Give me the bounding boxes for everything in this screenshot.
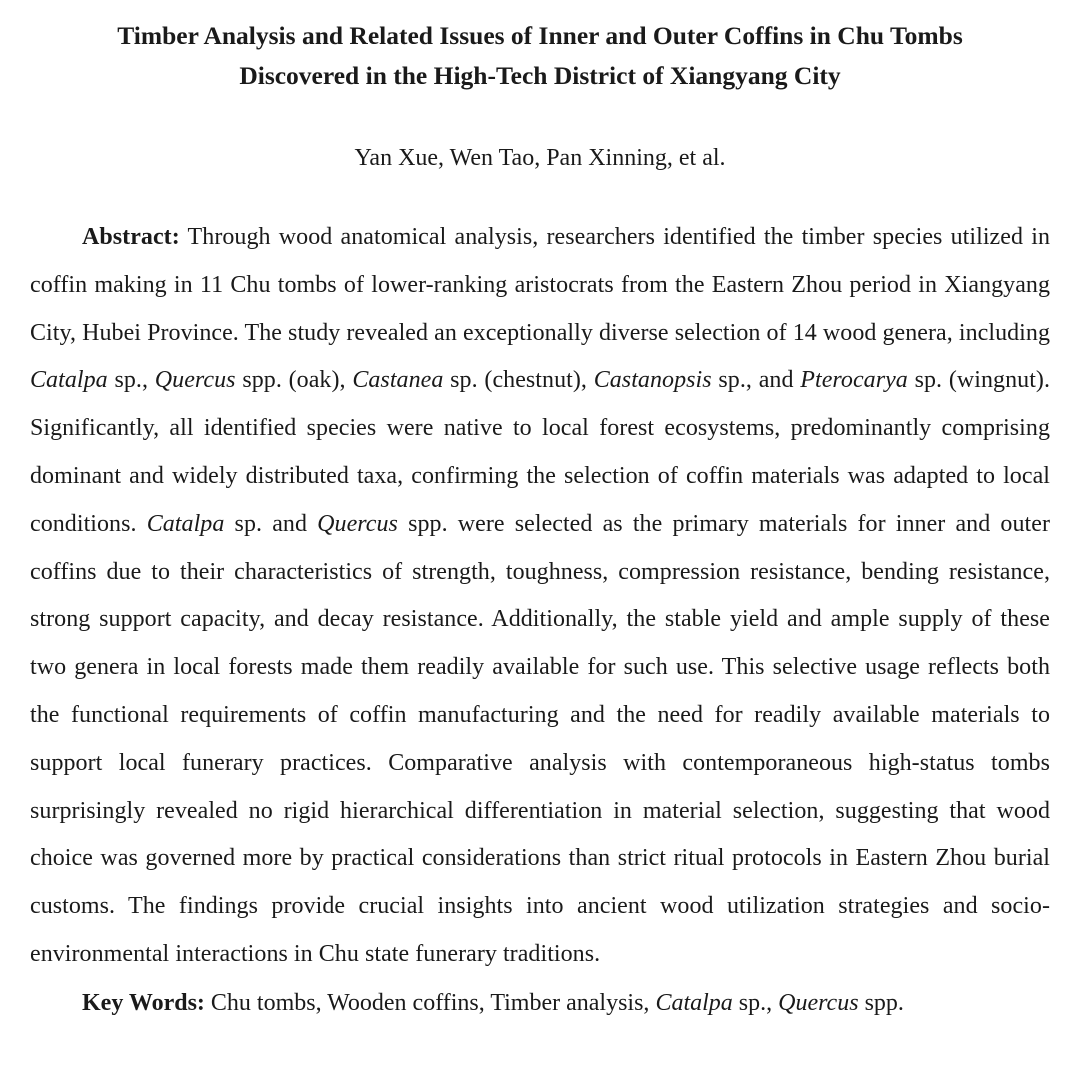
- title-line-1: Timber Analysis and Related Issues of Inner and Outer Coffins in Chu Tombs: [117, 21, 963, 50]
- text-run: sp.,: [107, 367, 155, 394]
- paper-title: [30, 0, 1050, 96]
- taxon-name: Catalpa: [30, 367, 108, 394]
- taxon-name: Catalpa: [655, 989, 733, 1016]
- abstract-body: [30, 224, 1050, 967]
- text-run: Through wood anatomical analysis, researchers identified the timber species utilized in coffin making in 11 Chu tombs of lower-ranking aristocrats from the Eastern Zhou period in Xiangyang City, Hubei Province. The study revealed an exceptionally diverse selection of 14 wood genera, including: [30, 224, 1050, 346]
- abstract-label: Abstract:: [82, 224, 180, 250]
- taxon-name: Castanea: [352, 367, 444, 394]
- taxon-name: Pterocarya: [800, 367, 908, 394]
- author-list: Yan Xue, Wen Tao, Pan Xinning, et al.: [354, 145, 726, 171]
- text-run: Chu tombs, Wooden coffins, Timber analysis,: [204, 989, 656, 1016]
- abstract-paragraph: [30, 174, 1050, 979]
- taxon-name: Quercus: [317, 510, 398, 537]
- text-run: sp. (wingnut). Significantly, all identified species were native to local forest ecosystems, predominantly comprising dominant and widely distributed taxa, confirming the selection of coffin materials was adapted to local conditions.: [30, 367, 1051, 537]
- taxon-name: Quercus: [778, 989, 859, 1016]
- text-run: spp.: [858, 989, 904, 1016]
- text-run: sp.,: [732, 989, 779, 1016]
- text-run: sp. (chestnut),: [443, 367, 594, 394]
- keywords-label: Key Words:: [82, 989, 205, 1016]
- text-run: spp. were selected as the primary materials for inner and outer coffins due to their characteristics of strength, toughness, compression resistance, bending resistance, strong support capacity, and decay resistance. Additionally, the stable yield and ample supply of these two genera in local forests made them readily available for such use. This selective usage reflects both the functional requirements of coffin manufacturing and the need for readily available materials to support local funerary practices. Comparative analysis with contemporaneous high-status tombs surprisingly revealed no rigid hierarchical differentiation in material selection, suggesting that wood choice was governed more by practical considerations than strict ritual protocols in Eastern Zhou burial customs. The findings provide crucial insights into ancient wood utilization strategies and socio-environmental interactions in Chu state funerary traditions.: [30, 510, 1050, 967]
- keywords-paragraph: [30, 979, 1050, 1027]
- text-run: spp. (oak),: [235, 367, 353, 394]
- text-run: sp., and: [711, 367, 801, 394]
- keywords-body: [205, 990, 904, 1016]
- taxon-name: Castanopsis: [593, 367, 712, 394]
- taxon-name: Quercus: [154, 367, 236, 394]
- taxon-name: Catalpa: [146, 510, 225, 537]
- text-run: sp. and: [224, 510, 318, 537]
- paper-page: [30, 0, 1050, 1027]
- title-line-2: Discovered in the High-Tech District of Xiangyang City: [239, 61, 841, 90]
